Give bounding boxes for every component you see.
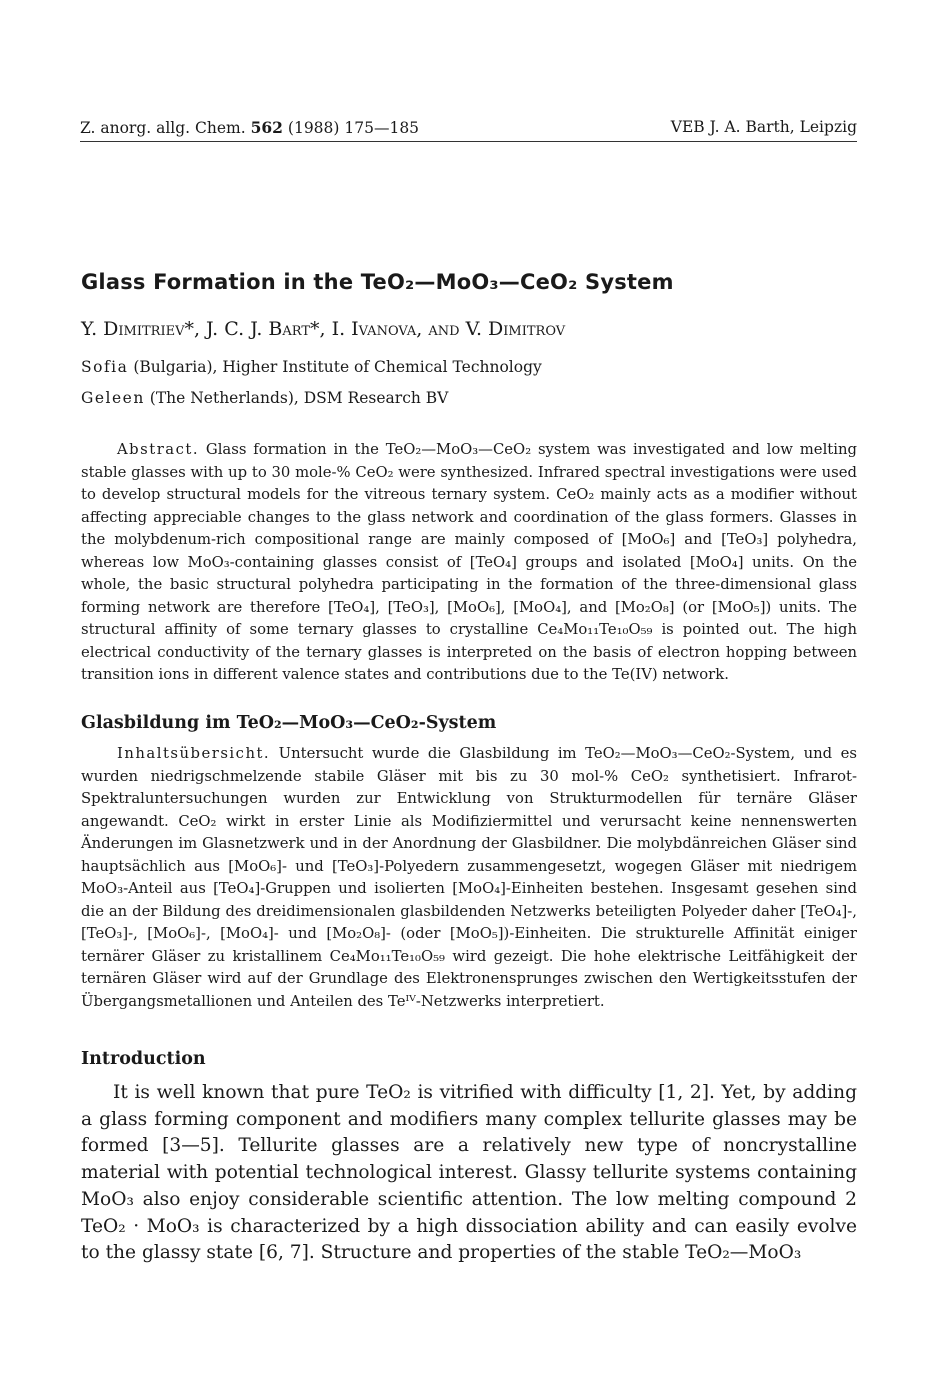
- abstract-text: Glass formation in the TeO₂—MoO₃—CeO₂ system was investigated and low melting stable glasses with up to 30 mole-% CeO₂ were synthesized. Infrared spectral investigations were used to develop structural models for the vitreous ternary system. CeO₂ mainly acts as a modifier without affecting appreciable changes to the glass network and coordination of the glass formers. Glasses in the molybdenum-rich compositional range are mainly composed of [MoO₆] and [TeO₃] polyhedra, whereas low MoO₃-containing glasses consist of [TeO₄] groups and isolated [MoO₄] units. On the whole, the basic structural polyhedra participating in the formation of the three-dimensional glass forming network are therefore [TeO₄], [TeO₃], [MoO₆], [MoO₄], and [Mo₂O₈] (or [MoO₅]) units. The structural affinity of some ternary glasses to crystalline Ce₄Mo₁₁Te₁₀O₅₉ is pointed out. The high electrical conductivity of the ternary glasses is interpreted on the basis of electron hopping between transition ions in different valence states and contributions due to the Te(IV) network.: [81, 441, 857, 683]
- authors: Y. Dimitriev*, J. C. J. Bart*, I. Ivanova, and V. Dimitrov: [81, 318, 566, 340]
- year-pages: (1988) 175—185: [287, 119, 420, 137]
- running-header: [80, 118, 857, 142]
- journal-name: Z. anorg. allg. Chem.: [80, 119, 246, 137]
- volume: 562: [250, 118, 283, 137]
- introduction-heading: Introduction: [81, 1049, 206, 1069]
- affiliation-place: Sofia: [81, 358, 129, 376]
- affiliation-place: Geleen: [81, 389, 145, 407]
- affiliation-2: [81, 389, 448, 407]
- german-abstract: [81, 743, 857, 1013]
- intro-paragraph: It is well known that pure TeO₂ is vitrified with difficulty [1, 2]. Yet, by adding a glass forming component and modifiers many complex tellurite glasses may be formed [3—5]. Tellurite glasses are a relatively new type of noncrystalline material with potential technological interest. Glassy tellurite systems containing MoO₃ also enjoy considerable scientific attention. The low melting compound 2 TeO₂ · MoO₃ is characterized by a high dissociation ability and can easily evolve to the glassy state [6, 7]. Structure and properties of the stable TeO₂—MoO₃: [81, 1082, 857, 1264]
- german-heading: Glasbildung im TeO₂—MoO₃—CeO₂-System: [81, 713, 497, 733]
- inhalt-lead: Inhaltsübersicht.: [117, 745, 271, 762]
- abstract-lead: Abstract.: [117, 441, 200, 458]
- inhalt-text: Untersucht wurde die Glasbildung im TeO₂—MoO₃—CeO₂-System, und es wurden niedrigschmelzende stabile Gläser mit bis zu 30 mol-% CeO₂ synthetisiert. Infrarot-Spektraluntersuchungen wurden zur Entwicklung von Strukturmodellen für ternäre Gläser angewandt. CeO₂ wirkt in erster Linie als Modifiziermittel und verursacht keine nennenswerten Änderungen im Glasnetzwerk und in der Anordnung der Glasbildner. Die molybdänreichen Gläser sind hauptsächlich aus [MoO₆]- und [TeO₃]-Polyedern zusammengesetzt, wogegen Gläser mit niedrigem MoO₃-Anteil aus [TeO₄]-Gruppen und isolierten [MoO₄]-Einheiten bestehen. Insgesamt gesehen sind die an der Bildung des dreidimensionalen glasbildenden Netzwerks beteiligten Polyeder daher [TeO₄]-, [TeO₃]-, [MoO₆]-, [MoO₄]- und [Mo₂O₈]- (oder [MoO₅])-Einheiten. Die strukturelle Affinität einiger ternärer Gläser zu kristallinem Ce₄Mo₁₁Te₁₀O₅₉ wird gezeigt. Die hohe elektrische Leitfähigkeit der ternären Gläser wird auf der Grundlage des Elektronensprunges zwischen den Wertigkeitsstufen der Übergangsmetallionen und Anteilen des Teᴵⱽ-Netzwerks interpretiert.: [81, 745, 857, 1010]
- publisher: VEB J. A. Barth, Leipzig: [670, 118, 857, 136]
- introduction-body: [81, 1080, 857, 1267]
- abstract: [81, 439, 857, 687]
- affiliation-detail: (The Netherlands), DSM Research BV: [144, 389, 449, 407]
- affiliation-detail: (Bulgaria), Higher Institute of Chemical Technology: [128, 358, 542, 376]
- citation: [80, 118, 419, 137]
- paper-title: Glass Formation in the TeO₂—MoO₃—CeO₂ System: [81, 270, 674, 294]
- affiliation-1: [81, 358, 542, 376]
